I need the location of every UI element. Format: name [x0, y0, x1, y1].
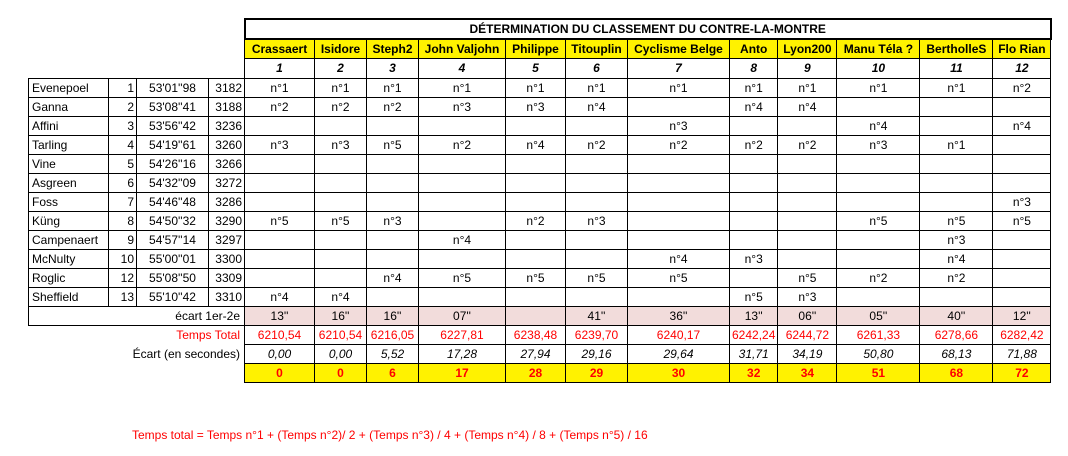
pick-cell: [837, 173, 920, 192]
pick-cell: [837, 230, 920, 249]
pick-cell: n°4: [920, 249, 993, 268]
classement-table: [28, 18, 1052, 383]
pick-cell: [628, 192, 730, 211]
temps-total-value: 6282,42: [993, 325, 1051, 344]
player-number: 9: [778, 58, 837, 78]
pick-cell: n°1: [837, 78, 920, 97]
pick-cell: n°5: [993, 211, 1051, 230]
pick-cell: n°4: [730, 97, 778, 116]
rider-seconds: 3260: [209, 135, 245, 154]
table-row: [29, 249, 1051, 268]
player-numbers-row: [29, 58, 1051, 78]
pick-cell: n°2: [315, 97, 367, 116]
rider-time: 54'50''32: [137, 211, 209, 230]
player-number: 5: [506, 58, 566, 78]
pick-cell: [506, 173, 566, 192]
rider-rank: 10: [109, 249, 137, 268]
ecart-value: 40'': [920, 306, 993, 325]
points-value: 32: [730, 363, 778, 382]
ecart-seconds-value: 0,00: [315, 344, 367, 363]
ecart-seconds-value: 27,94: [506, 344, 566, 363]
rider-name: McNulty: [29, 249, 109, 268]
pick-cell: [566, 154, 628, 173]
pick-cell: n°4: [367, 268, 419, 287]
pick-cell: n°1: [566, 78, 628, 97]
pick-cell: n°1: [245, 78, 315, 97]
player-name: Flo Rian: [993, 39, 1051, 58]
player-name: Manu Téla ?: [837, 39, 920, 58]
ecart-seconds-label: Écart (en secondes): [132, 346, 240, 361]
table-row: [29, 287, 1051, 306]
temps-total-value: 6210,54: [315, 325, 367, 344]
pick-cell: [367, 154, 419, 173]
pick-cell: [419, 116, 506, 135]
pick-cell: [993, 173, 1051, 192]
pick-cell: [245, 154, 315, 173]
rider-seconds: 3290: [209, 211, 245, 230]
rider-rank: 2: [109, 97, 137, 116]
pick-cell: [367, 116, 419, 135]
pick-cell: n°4: [837, 116, 920, 135]
temps-total-value: 6261,33: [837, 325, 920, 344]
table-title: DÉTERMINATION DU CLASSEMENT DU CONTRE-LA-MONTRE: [245, 19, 1051, 39]
pick-cell: n°2: [778, 135, 837, 154]
rider-time: 53'01''98: [137, 78, 209, 97]
pick-cell: n°1: [419, 78, 506, 97]
pick-cell: n°3: [506, 97, 566, 116]
pick-cell: [367, 192, 419, 211]
ecart-value: 36'': [628, 306, 730, 325]
rider-name: Vine: [29, 154, 109, 173]
ecart-value: 16'': [367, 306, 419, 325]
rider-name: Campenaert: [29, 230, 109, 249]
players-row: [29, 39, 1051, 58]
pick-cell: [566, 173, 628, 192]
player-number: 6: [566, 58, 628, 78]
pick-cell: [628, 97, 730, 116]
rider-seconds: 3266: [209, 154, 245, 173]
player-number: 10: [837, 58, 920, 78]
rider-seconds: 3309: [209, 268, 245, 287]
pick-cell: n°3: [993, 192, 1051, 211]
pick-cell: n°1: [920, 135, 993, 154]
table-row: [29, 78, 1051, 97]
pick-cell: [506, 192, 566, 211]
rider-time: 54'19''61: [137, 135, 209, 154]
pick-cell: [245, 249, 315, 268]
pick-cell: [628, 173, 730, 192]
rider-rank: 1: [109, 78, 137, 97]
table-row: [29, 135, 1051, 154]
pick-cell: n°2: [993, 78, 1051, 97]
rider-seconds: 3188: [209, 97, 245, 116]
pick-cell: n°4: [419, 230, 506, 249]
player-number: 8: [730, 58, 778, 78]
pick-cell: [628, 287, 730, 306]
player-name: Isidore: [315, 39, 367, 58]
pick-cell: [566, 116, 628, 135]
pick-cell: n°5: [920, 211, 993, 230]
pick-cell: [837, 287, 920, 306]
pick-cell: n°3: [628, 116, 730, 135]
points-value: 34: [778, 363, 837, 382]
pick-cell: [367, 249, 419, 268]
points-label-blank: [29, 363, 245, 382]
pick-cell: [730, 211, 778, 230]
ecart-value: 05'': [837, 306, 920, 325]
player-number: 12: [993, 58, 1051, 78]
rider-name: Evenepoel: [29, 78, 109, 97]
player-name: Steph2: [367, 39, 419, 58]
ecart-seconds-value: 31,71: [730, 344, 778, 363]
pick-cell: n°3: [837, 135, 920, 154]
pick-cell: [245, 116, 315, 135]
pick-cell: [993, 154, 1051, 173]
points-value: 0: [245, 363, 315, 382]
pick-cell: [315, 116, 367, 135]
pick-cell: [920, 173, 993, 192]
pick-cell: [778, 230, 837, 249]
ecart-label: écart 1er-2e: [29, 306, 245, 325]
pick-cell: n°4: [315, 287, 367, 306]
pick-cell: n°2: [837, 268, 920, 287]
player-name: BertholleS: [920, 39, 993, 58]
pick-cell: [566, 230, 628, 249]
rider-rank: 5: [109, 154, 137, 173]
ecart-seconds-value: 29,16: [566, 344, 628, 363]
ecart-value: 12'': [993, 306, 1051, 325]
points-value: 51: [837, 363, 920, 382]
ecart-seconds-value: 0,00: [245, 344, 315, 363]
temps-total-value: 6227,81: [419, 325, 506, 344]
pick-cell: n°5: [367, 135, 419, 154]
points-value: 6: [367, 363, 419, 382]
pick-cell: n°3: [245, 135, 315, 154]
table-row: [29, 173, 1051, 192]
points-value: 72: [993, 363, 1051, 382]
rider-rank: 6: [109, 173, 137, 192]
pick-cell: [920, 287, 993, 306]
player-name: John Valjohn: [419, 39, 506, 58]
pick-cell: n°3: [315, 135, 367, 154]
pick-cell: n°3: [920, 230, 993, 249]
pick-cell: n°5: [315, 211, 367, 230]
pick-cell: [730, 154, 778, 173]
player-name: Philippe: [506, 39, 566, 58]
pick-cell: [993, 268, 1051, 287]
ecart-seconds-value: 50,80: [837, 344, 920, 363]
points-value: 17: [419, 363, 506, 382]
pick-cell: [245, 268, 315, 287]
pick-cell: n°5: [506, 268, 566, 287]
pick-cell: n°2: [419, 135, 506, 154]
rider-name: Foss: [29, 192, 109, 211]
pick-cell: [367, 230, 419, 249]
table-row: [29, 97, 1051, 116]
points-value: 68: [920, 363, 993, 382]
pick-cell: [506, 230, 566, 249]
pick-cell: [566, 192, 628, 211]
ecart-row: [29, 306, 1051, 325]
rider-name: Küng: [29, 211, 109, 230]
pick-cell: [920, 116, 993, 135]
pick-cell: [837, 192, 920, 211]
pick-cell: [245, 173, 315, 192]
pick-cell: [628, 154, 730, 173]
temps-total-label: Temps Total: [176, 327, 240, 342]
pick-cell: n°3: [778, 287, 837, 306]
points-value: 30: [628, 363, 730, 382]
player-name: Crassaert: [245, 39, 315, 58]
temps-total-value: 6210,54: [245, 325, 315, 344]
rider-seconds: 3182: [209, 78, 245, 97]
rider-time: 54'46''48: [137, 192, 209, 211]
pick-cell: [419, 192, 506, 211]
pick-cell: [993, 230, 1051, 249]
ecart-value: 13'': [730, 306, 778, 325]
rider-seconds: 3300: [209, 249, 245, 268]
rider-rank: 12: [109, 268, 137, 287]
pick-cell: [920, 154, 993, 173]
ecart-value: 07'': [419, 306, 506, 325]
pick-cell: [778, 116, 837, 135]
rider-seconds: 3310: [209, 287, 245, 306]
player-number: 11: [920, 58, 993, 78]
pick-cell: [419, 211, 506, 230]
pick-cell: [506, 287, 566, 306]
pick-cell: [315, 154, 367, 173]
player-number: 3: [367, 58, 419, 78]
pick-cell: n°2: [628, 135, 730, 154]
pick-cell: n°2: [566, 135, 628, 154]
table-row: [29, 211, 1051, 230]
table-row: [29, 116, 1051, 135]
pick-cell: [730, 268, 778, 287]
rider-rank: 3: [109, 116, 137, 135]
ecart-seconds-value: 34,19: [778, 344, 837, 363]
ecart-value: 06'': [778, 306, 837, 325]
pick-cell: n°5: [245, 211, 315, 230]
formula-note: Temps total = Temps n°1 + (Temps n°2)/ 2 + (Temps n°3) / 4 + (Temps n°4) / 8 + (Temps n°5) / 16: [132, 428, 648, 442]
rider-name: Sheffield: [29, 287, 109, 306]
pick-cell: [245, 192, 315, 211]
rider-time: 54'32''09: [137, 173, 209, 192]
rider-seconds: 3272: [209, 173, 245, 192]
pick-cell: [920, 97, 993, 116]
rider-time: 54'57''14: [137, 230, 209, 249]
pick-cell: [419, 154, 506, 173]
pick-cell: n°3: [367, 211, 419, 230]
pick-cell: [730, 173, 778, 192]
table-row: [29, 230, 1051, 249]
temps-total-value: 6278,66: [920, 325, 993, 344]
points-value: 0: [315, 363, 367, 382]
pick-cell: [778, 154, 837, 173]
points-row: [29, 363, 1051, 382]
table-body: [29, 19, 1051, 382]
pick-cell: n°4: [628, 249, 730, 268]
rider-name: Affini: [29, 116, 109, 135]
pick-cell: [506, 249, 566, 268]
temps-total-value: 6244,72: [778, 325, 837, 344]
rider-rank: 8: [109, 211, 137, 230]
pick-cell: [837, 97, 920, 116]
pick-cell: [628, 230, 730, 249]
pick-cell: n°5: [837, 211, 920, 230]
player-name: Cyclisme Belge: [628, 39, 730, 58]
pick-cell: [730, 116, 778, 135]
pick-cell: [419, 173, 506, 192]
pick-cell: n°5: [566, 268, 628, 287]
pick-cell: [419, 287, 506, 306]
ecart-seconds-value: 5,52: [367, 344, 419, 363]
rider-rank: 4: [109, 135, 137, 154]
pick-cell: n°1: [730, 78, 778, 97]
points-value: 29: [566, 363, 628, 382]
pick-cell: [315, 268, 367, 287]
title-row: [29, 19, 1051, 39]
pick-cell: [837, 154, 920, 173]
player-name: Titouplin: [566, 39, 628, 58]
pick-cell: n°2: [245, 97, 315, 116]
temps-total-value: 6239,70: [566, 325, 628, 344]
rider-seconds: 3297: [209, 230, 245, 249]
temps-total-row: [29, 325, 1051, 344]
pick-cell: [730, 192, 778, 211]
pick-cell: n°2: [506, 211, 566, 230]
pick-cell: n°3: [730, 249, 778, 268]
rider-name: Roglic: [29, 268, 109, 287]
rider-time: 55'00''01: [137, 249, 209, 268]
pick-cell: n°4: [506, 135, 566, 154]
rider-time: 54'26''16: [137, 154, 209, 173]
pick-cell: [628, 211, 730, 230]
pick-cell: [315, 173, 367, 192]
ecart-seconds-value: 29,64: [628, 344, 730, 363]
ecart-seconds-value: 17,28: [419, 344, 506, 363]
table-row: [29, 268, 1051, 287]
pick-cell: [245, 230, 315, 249]
pick-cell: n°1: [315, 78, 367, 97]
pick-cell: [315, 192, 367, 211]
player-number: 4: [419, 58, 506, 78]
rider-seconds: 3286: [209, 192, 245, 211]
pick-cell: n°2: [920, 268, 993, 287]
table-row: [29, 192, 1051, 211]
ecart-value: 41'': [566, 306, 628, 325]
pick-cell: n°1: [506, 78, 566, 97]
rider-name: Asgreen: [29, 173, 109, 192]
rider-rank: 9: [109, 230, 137, 249]
pick-cell: n°1: [367, 78, 419, 97]
pick-cell: n°5: [730, 287, 778, 306]
ecart-value: 16'': [315, 306, 367, 325]
pick-cell: [920, 192, 993, 211]
pick-cell: [506, 154, 566, 173]
player-name: Anto: [730, 39, 778, 58]
pick-cell: [993, 249, 1051, 268]
pick-cell: n°4: [993, 116, 1051, 135]
rider-time: 53'08''41: [137, 97, 209, 116]
pick-cell: n°4: [778, 97, 837, 116]
pick-cell: [315, 249, 367, 268]
ecart-seconds-value: 71,88: [993, 344, 1051, 363]
player-number: 1: [245, 58, 315, 78]
rider-rank: 7: [109, 192, 137, 211]
player-name: Lyon200: [778, 39, 837, 58]
temps-total-value: 6242,24: [730, 325, 778, 344]
rider-name: Tarling: [29, 135, 109, 154]
pick-cell: [993, 97, 1051, 116]
pick-cell: [778, 192, 837, 211]
ecart-seconds-row: [29, 344, 1051, 363]
pick-cell: n°1: [778, 78, 837, 97]
rider-seconds: 3236: [209, 116, 245, 135]
pick-cell: n°1: [920, 78, 993, 97]
table-row: [29, 154, 1051, 173]
pick-cell: n°2: [367, 97, 419, 116]
pick-cell: [367, 173, 419, 192]
ecart-seconds-value: 68,13: [920, 344, 993, 363]
ecart-value: 13'': [245, 306, 315, 325]
rider-rank: 13: [109, 287, 137, 306]
pick-cell: [837, 249, 920, 268]
rider-time: 55'08''50: [137, 268, 209, 287]
pick-cell: [778, 173, 837, 192]
temps-total-value: 6238,48: [506, 325, 566, 344]
pick-cell: [993, 287, 1051, 306]
temps-total-value: 6240,17: [628, 325, 730, 344]
rider-time: 55'10''42: [137, 287, 209, 306]
pick-cell: [367, 287, 419, 306]
player-number: 2: [315, 58, 367, 78]
pick-cell: [993, 135, 1051, 154]
points-value: 28: [506, 363, 566, 382]
pick-cell: n°4: [566, 97, 628, 116]
rider-time: 53'56''42: [137, 116, 209, 135]
pick-cell: [778, 211, 837, 230]
pick-cell: n°1: [628, 78, 730, 97]
pick-cell: n°2: [730, 135, 778, 154]
pick-cell: [566, 287, 628, 306]
pick-cell: [315, 230, 367, 249]
pick-cell: [419, 249, 506, 268]
pick-cell: n°5: [628, 268, 730, 287]
pick-cell: [506, 116, 566, 135]
temps-total-value: 6216,05: [367, 325, 419, 344]
pick-cell: n°5: [778, 268, 837, 287]
rider-name: Ganna: [29, 97, 109, 116]
pick-cell: [730, 230, 778, 249]
pick-cell: [566, 249, 628, 268]
pick-cell: [778, 249, 837, 268]
ecart-value: [506, 306, 566, 325]
pick-cell: n°4: [245, 287, 315, 306]
pick-cell: n°5: [419, 268, 506, 287]
pick-cell: n°3: [419, 97, 506, 116]
player-number: 7: [628, 58, 730, 78]
pick-cell: n°3: [566, 211, 628, 230]
